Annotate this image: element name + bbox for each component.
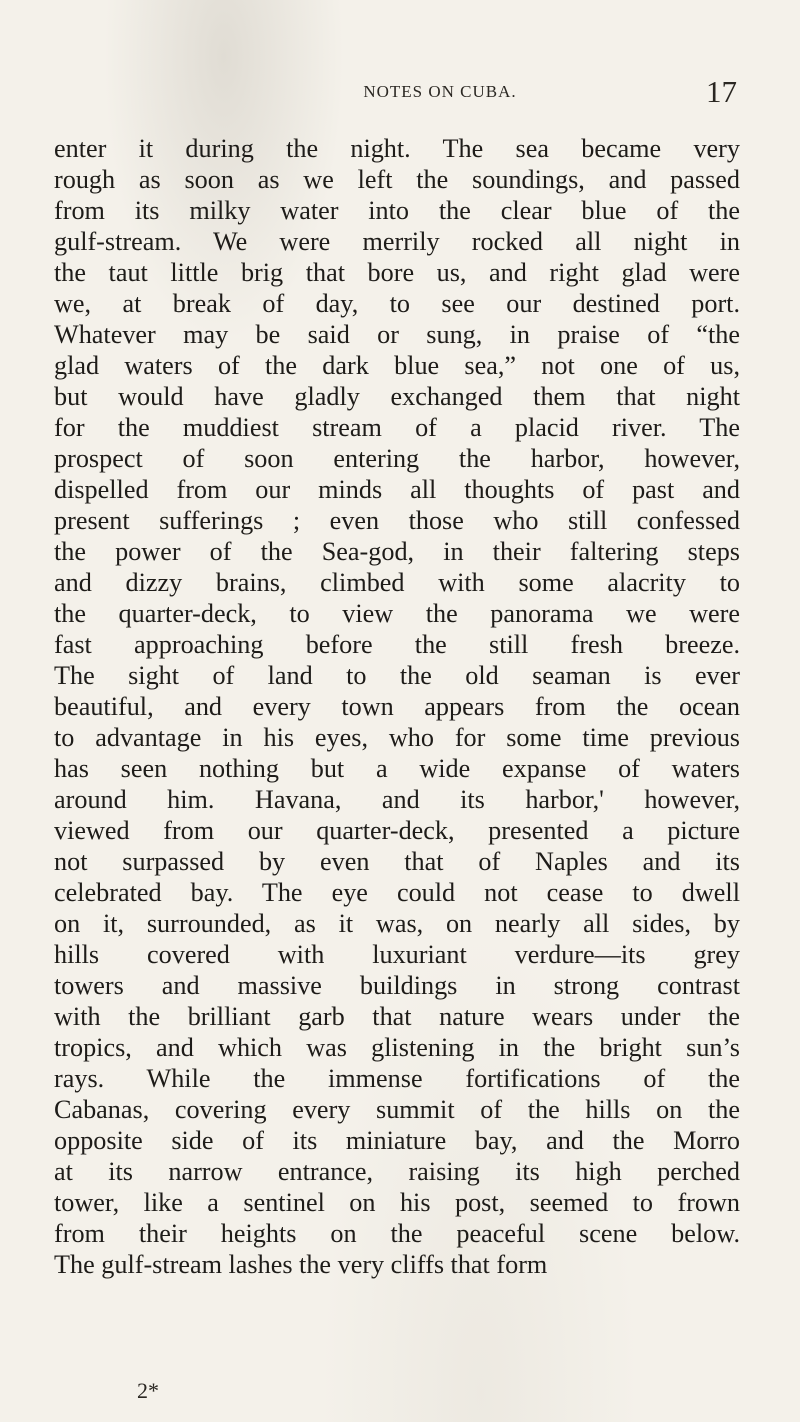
text-line: glad waters of the dark blue sea,” not one of us, — [54, 351, 740, 380]
text-line: the quarter-deck, to view the panorama we were — [54, 599, 740, 628]
text-line: The gulf-stream lashes the very cliffs that form — [54, 1250, 548, 1279]
text-line: around him. Havana, and its harbor,' however, — [54, 785, 740, 814]
text-line: from their heights on the peaceful scene below. — [54, 1219, 740, 1248]
text-line: rough as soon as we left the soundings, and passed — [54, 165, 740, 194]
text-line: Whatever may be said or sung, in praise of “the — [54, 320, 740, 349]
text-line: tower, like a sentinel on his post, seemed to frown — [54, 1188, 740, 1217]
page-number: 17 — [706, 74, 737, 109]
text-line: fast approaching before the still fresh breeze. — [54, 630, 740, 659]
text-line: viewed from our quarter-deck, presented a picture — [54, 816, 740, 845]
running-title: NOTES ON CUBA. — [363, 82, 517, 101]
body-text — [54, 133, 740, 1280]
text-line: present sufferings ; even those who still confessed — [54, 506, 740, 535]
text-line: from its milky water into the clear blue of the — [54, 196, 740, 225]
text-line: the power of the Sea-god, in their faltering steps — [54, 537, 740, 566]
text-line: for the muddiest stream of a placid river. The — [54, 413, 740, 442]
text-line: the taut little brig that bore us, and right glad were — [54, 258, 740, 287]
text-line: with the brilliant garb that nature wears under the — [54, 1002, 740, 1031]
text-line: gulf-stream. We were merrily rocked all night in — [54, 227, 740, 256]
text-line: beautiful, and every town appears from the ocean — [54, 692, 740, 721]
text-line: and dizzy brains, climbed with some alacrity to — [54, 568, 740, 597]
text-line: we, at break of day, to see our destined port. — [54, 289, 740, 318]
text-line: at its narrow entrance, raising its high perched — [54, 1157, 740, 1186]
text-line: tropics, and which was glistening in the bright sun’s — [54, 1033, 740, 1062]
text-line: The sight of land to the old seaman is ever — [54, 661, 740, 690]
text-line: opposite side of its miniature bay, and the Morro — [54, 1126, 740, 1155]
text-line: celebrated bay. The eye could not cease to dwell — [54, 878, 740, 907]
text-line: but would have gladly exchanged them that night — [54, 382, 740, 411]
text-line: on it, surrounded, as it was, on nearly all sides, by — [54, 909, 740, 938]
signature-mark: 2* — [137, 1378, 159, 1403]
text-line: towers and massive buildings in strong contrast — [54, 971, 740, 1000]
text-line: has seen nothing but a wide expanse of waters — [54, 754, 740, 783]
text-line: Cabanas, covering every summit of the hills on the — [54, 1095, 740, 1124]
text-line: enter it during the night. The sea became very — [54, 134, 740, 163]
text-line: rays. While the immense fortifications of the — [54, 1064, 740, 1093]
text-line: not surpassed by even that of Naples and its — [54, 847, 740, 876]
text-line: prospect of soon entering the harbor, however, — [54, 444, 740, 473]
text-line: hills covered with luxuriant verdure—its grey — [54, 940, 740, 969]
text-line: to advantage in his eyes, who for some time previous — [54, 723, 740, 752]
text-line: dispelled from our minds all thoughts of past and — [54, 475, 740, 504]
